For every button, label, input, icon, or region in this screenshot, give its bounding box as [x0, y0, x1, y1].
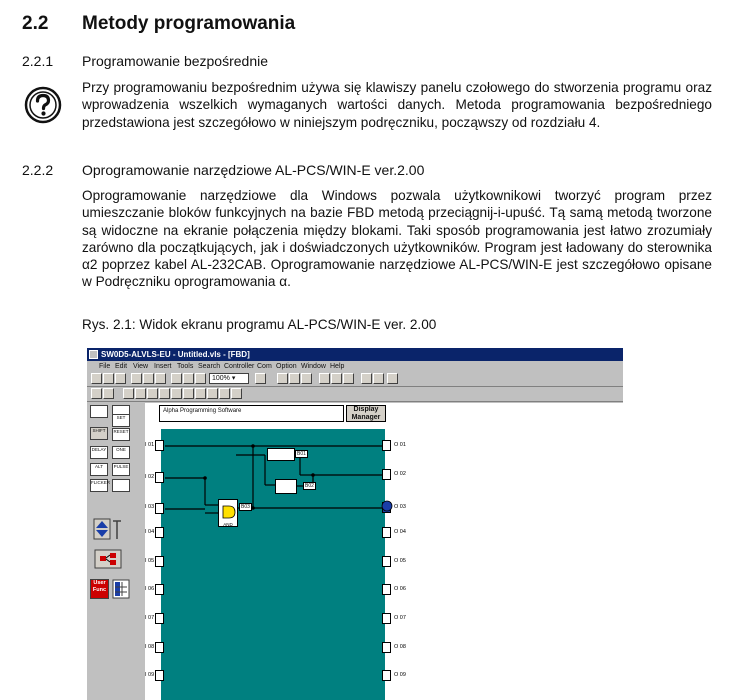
- output-box-1[interactable]: [382, 440, 391, 451]
- output-label-6: O 06: [394, 586, 406, 592]
- input-box-5[interactable]: [155, 556, 164, 567]
- menu-view[interactable]: View: [133, 363, 149, 370]
- input-label-4: I 04: [145, 529, 155, 535]
- input-label-3: I 03: [145, 504, 155, 510]
- input-label-8: I 08: [145, 644, 155, 650]
- subsection-title-1: Programowanie bezpośrednie: [82, 53, 268, 69]
- copy-icon[interactable]: [143, 373, 154, 384]
- subsection-title-2: Oprogramowanie narzędziowe AL-PCS/WIN-E ver.2.00: [82, 162, 425, 178]
- align-right-icon[interactable]: [123, 388, 134, 399]
- run-icon[interactable]: [319, 373, 330, 384]
- palette-counter-block[interactable]: [112, 479, 130, 492]
- output-label-4: O 04: [394, 529, 406, 535]
- and-gate-icon: [219, 500, 237, 520]
- zoom-select[interactable]: 100% ▾: [209, 373, 249, 384]
- network-icon[interactable]: [94, 549, 122, 569]
- section-title: Metody programowania: [82, 13, 296, 34]
- input-label-1: I 01: [145, 442, 155, 448]
- user-func-button[interactable]: User Func: [90, 579, 109, 599]
- block-label-b02: B02: [305, 483, 314, 489]
- input-label-9: I 09: [145, 672, 155, 678]
- output-label-8: O 08: [394, 644, 406, 650]
- subsection-number-2: 2.2.2: [22, 162, 54, 178]
- menu-search[interactable]: Search: [198, 363, 221, 370]
- output-box-8[interactable]: [382, 642, 391, 653]
- figure-caption: Rys. 2.1: Widok ekranu programu AL-PCS/WIN-E ver. 2.00: [82, 317, 437, 332]
- output-box-7[interactable]: [382, 613, 391, 624]
- menu-option[interactable]: Option: [276, 363, 297, 370]
- output-box-2[interactable]: [382, 469, 391, 480]
- output-label-9: O 09: [394, 672, 406, 678]
- menu-edit[interactable]: Edit: [115, 363, 128, 370]
- distribute-icon[interactable]: [159, 388, 170, 399]
- cut-icon[interactable]: [131, 373, 142, 384]
- zoom-in-icon[interactable]: [255, 373, 266, 384]
- read-icon[interactable]: [277, 373, 288, 384]
- palette-shift-block[interactable]: SHIFT: [90, 427, 108, 440]
- output-box-4[interactable]: [382, 527, 391, 538]
- output-indicator-icon: [381, 499, 393, 513]
- monitor-icon[interactable]: [343, 373, 354, 384]
- output-label-7: O 07: [394, 615, 406, 621]
- tool-probe-icon[interactable]: [373, 373, 384, 384]
- menu-file[interactable]: File: [99, 363, 111, 370]
- input-box-4[interactable]: [155, 527, 164, 538]
- help-question-icon: [24, 86, 62, 124]
- output-label-2: O 02: [394, 471, 406, 477]
- align-center-icon[interactable]: [103, 388, 114, 399]
- menu-insert[interactable]: Insert: [154, 363, 172, 370]
- menu-com[interactable]: Com: [257, 363, 272, 370]
- menu-tools[interactable]: Tools: [177, 363, 194, 370]
- block-label-b01: B01: [297, 451, 306, 457]
- output-label-3: O 03: [394, 504, 406, 510]
- context-help-icon[interactable]: [387, 373, 398, 384]
- input-label-5: I 05: [145, 558, 155, 564]
- print-icon[interactable]: [171, 373, 182, 384]
- output-label-5: O 05: [394, 558, 406, 564]
- new-file-icon[interactable]: [91, 373, 102, 384]
- toolbar-main: [87, 372, 623, 387]
- input-box-2[interactable]: [155, 472, 164, 483]
- toolbar-secondary: [87, 387, 623, 402]
- block-set-reset[interactable]: [275, 479, 297, 494]
- tool-x-icon[interactable]: [361, 373, 372, 384]
- pointer-icon[interactable]: [195, 373, 206, 384]
- input-box-7[interactable]: [155, 613, 164, 624]
- input-box-6[interactable]: [155, 584, 164, 595]
- palette-or-block[interactable]: [90, 405, 108, 418]
- up-down-arrow-icon[interactable]: [92, 518, 124, 542]
- paragraph-direct-programming: Przy programowaniu bezpośrednim używa się klawiszy panelu czołowego do stworzenia programu oraz wprowadzenia wszelkich wymaganych wartości danych. Metoda programowania bezpośredniego przedstawiona jest szczegółowo w niniejszym podręczniku, począwszy od rozdziału 4.: [82, 80, 712, 130]
- open-folder-icon[interactable]: [103, 373, 114, 384]
- layer-icon[interactable]: [219, 388, 230, 399]
- block-and[interactable]: AND: [218, 499, 238, 527]
- palette-set-block[interactable]: SET: [112, 414, 130, 427]
- group-icon[interactable]: [171, 388, 182, 399]
- menu-help[interactable]: Help: [330, 363, 345, 370]
- paste-icon[interactable]: [155, 373, 166, 384]
- palette-one-block[interactable]: ONE: [112, 446, 130, 459]
- properties-icon[interactable]: [231, 388, 242, 399]
- paragraph-software-programming: Oprogramowanie narzędziowe dla Windows pozwala użytkownikowi tworzyć program przez umieszczanie bloków funkcyjnych na bazie FBD metodą przeciągnij-i-upuść. Tą samą metodą tworzone są widoczne na ekranie połączenia między blokami. Taki sposób programowania jest łatwo zrozumiały zarówno dla początkujących, jak i doświadczonych użytkowników. Program jest ładowany do sterownika α2 poprzez kabel AL-232CAB. Oprogramowanie narzędziowe AL-PCS/WIN-E jest szczegółowo opisane w Podręczniku oprogramowania α.: [82, 188, 712, 290]
- display-manager-button[interactable]: Display Manager: [346, 405, 386, 422]
- palette-delay-block[interactable]: DELAY: [90, 446, 108, 459]
- align-top-icon[interactable]: [135, 388, 146, 399]
- input-box-8[interactable]: [155, 642, 164, 653]
- output-label-1: O 01: [394, 442, 406, 448]
- grid-icon[interactable]: [195, 388, 206, 399]
- window-title: SW0D5-ALVLS-EU - Untitled.vls - [FBD]: [101, 350, 250, 359]
- help-icon[interactable]: [183, 373, 194, 384]
- menu-window[interactable]: Window: [301, 363, 326, 370]
- input-label-2: I 02: [145, 474, 155, 480]
- app-icon: [89, 350, 98, 359]
- subsection-number-1: 2.2.1: [22, 53, 54, 69]
- canvas-title-box[interactable]: Alpha Programming Software: [159, 405, 344, 422]
- table-icon[interactable]: [112, 579, 130, 599]
- ungroup-icon[interactable]: [183, 388, 194, 399]
- palette-alt-block[interactable]: ALT: [90, 463, 108, 476]
- input-box-9[interactable]: [155, 670, 164, 681]
- align-left-icon[interactable]: [91, 388, 102, 399]
- save-icon[interactable]: [115, 373, 126, 384]
- software-screenshot: [87, 348, 623, 700]
- palette-pulse-block[interactable]: PULSE: [112, 463, 130, 476]
- palette-reset-block[interactable]: RESET: [112, 428, 130, 441]
- block-delay[interactable]: [267, 448, 295, 461]
- block-label-b03: B03: [241, 504, 250, 510]
- input-label-6: I 06: [145, 586, 155, 592]
- window-titlebar: [87, 348, 623, 361]
- input-label-7: I 07: [145, 615, 155, 621]
- section-number: 2.2: [22, 13, 49, 34]
- align-bottom-icon[interactable]: [147, 388, 158, 399]
- menu-controller[interactable]: Controller: [224, 363, 255, 370]
- output-box-9[interactable]: [382, 670, 391, 681]
- fbd-canvas[interactable]: [145, 403, 623, 700]
- input-box-1[interactable]: [155, 440, 164, 451]
- menu-bar: [87, 361, 623, 372]
- snap-icon[interactable]: [207, 388, 218, 399]
- verify-icon[interactable]: [301, 373, 312, 384]
- output-box-6[interactable]: [382, 584, 391, 595]
- input-box-3[interactable]: [155, 503, 164, 514]
- function-block-palette: [90, 403, 134, 700]
- palette-flicker-block[interactable]: FLICKER: [90, 479, 108, 492]
- output-box-5[interactable]: [382, 556, 391, 567]
- write-icon[interactable]: [289, 373, 300, 384]
- stop-icon[interactable]: [331, 373, 342, 384]
